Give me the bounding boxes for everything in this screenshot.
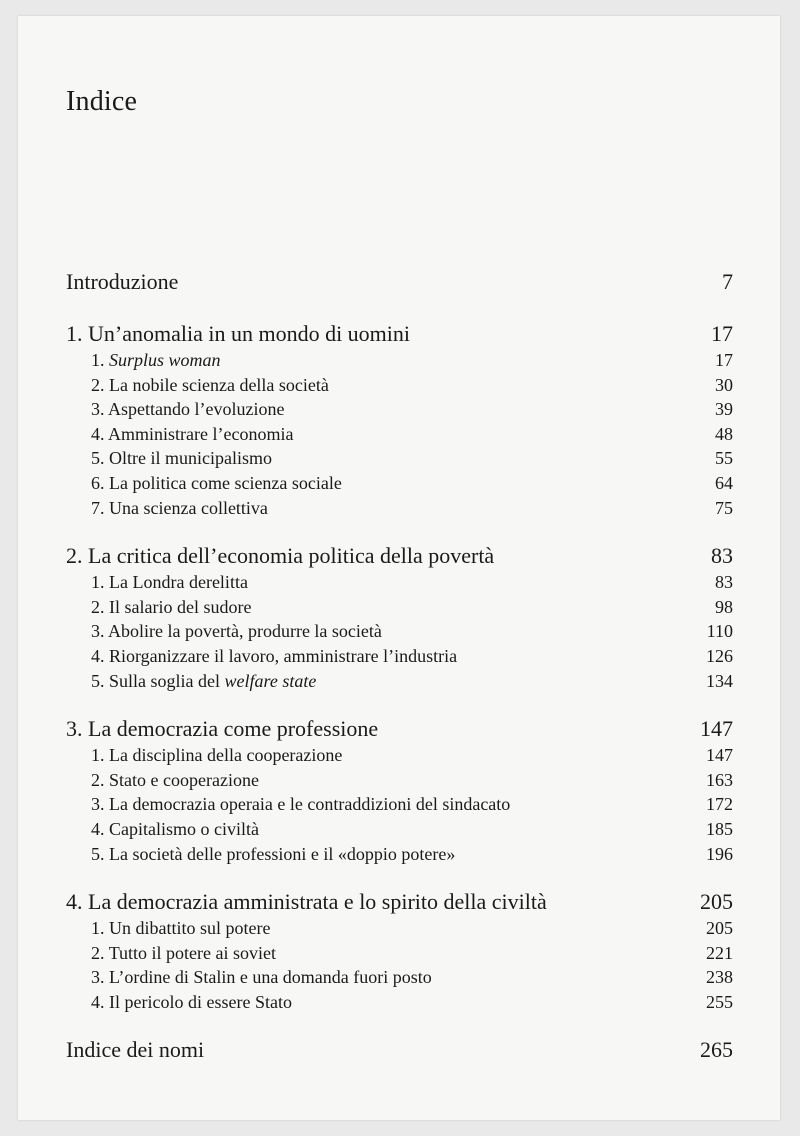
toc-section xyxy=(66,792,733,817)
toc-section xyxy=(66,817,733,842)
toc-page-number: 221 xyxy=(706,942,733,963)
toc-page-number: 147 xyxy=(706,745,733,766)
toc-section-label: La società delle professioni e il «doppio potere» xyxy=(109,843,456,864)
toc-section-number: 4. xyxy=(91,991,105,1012)
toc-entry-label: Indice dei nomi xyxy=(66,1037,205,1063)
toc-section xyxy=(66,471,733,496)
toc-section-number: 4. xyxy=(91,645,105,666)
toc-section-number: 4. xyxy=(91,423,105,444)
toc-section-label-prefix: Sulla soglia del xyxy=(109,670,225,691)
toc-page-number: 205 xyxy=(706,918,733,939)
toc-page-number: 147 xyxy=(700,716,733,742)
toc-page-number: 238 xyxy=(706,967,733,988)
toc-page-number: 55 xyxy=(715,448,733,469)
toc-section-label: La politica come scienza sociale xyxy=(109,472,342,493)
toc-section-label: Capitalismo o civiltà xyxy=(109,818,259,839)
toc-chapter xyxy=(66,320,733,348)
toc-chapter xyxy=(66,715,733,743)
toc-section-number: 2. xyxy=(91,769,105,790)
toc-section xyxy=(66,842,733,867)
toc-section xyxy=(66,496,733,521)
toc-section-label: La Londra derelitta xyxy=(109,572,248,593)
toc-page-number: 30 xyxy=(715,374,733,395)
toc-page-number: 172 xyxy=(706,794,733,815)
toc-page-number: 7 xyxy=(722,269,733,294)
toc-section xyxy=(66,669,733,694)
toc-section xyxy=(66,595,733,620)
toc-section-number: 4. xyxy=(91,818,105,839)
toc-section-number: 1. xyxy=(91,918,105,939)
toc-page-number: 205 xyxy=(700,889,733,915)
toc-section xyxy=(66,570,733,595)
toc-section-label: Aspettando l’evoluzione xyxy=(108,399,285,420)
toc-section-label: Stato e cooperazione xyxy=(109,769,259,790)
toc-page-number: 75 xyxy=(715,497,733,518)
toc-section xyxy=(66,941,733,966)
toc-section-label: Una scienza collettiva xyxy=(109,497,268,518)
toc-section-number: 2. xyxy=(91,596,105,617)
toc-chapter xyxy=(66,888,733,916)
toc-page-number: 17 xyxy=(715,350,733,370)
toc-page-number: 83 xyxy=(711,543,733,569)
toc-section-number: 6. xyxy=(91,472,105,493)
toc-chapter-label: 4. La democrazia amministrata e lo spirito della civiltà xyxy=(66,889,547,915)
toc-section-number: 1. xyxy=(91,572,105,593)
toc-section-number: 3. xyxy=(91,794,105,815)
toc-entry-introduction xyxy=(66,268,733,296)
toc-section-label-italic: welfare state xyxy=(224,670,317,691)
toc-section-number: 1. xyxy=(91,745,105,766)
toc-page-number: 185 xyxy=(706,818,733,839)
toc-section xyxy=(66,965,733,990)
toc-page-number: 17 xyxy=(711,321,733,346)
toc-page-number: 110 xyxy=(706,621,733,642)
toc-page-number: 265 xyxy=(700,1037,733,1063)
toc-section-label: Oltre il municipalismo xyxy=(109,448,272,469)
toc-section-number: 3. xyxy=(91,621,105,642)
toc-section-label: La democrazia operaia e le contraddizioni del sindacato xyxy=(109,794,511,815)
toc-page-number: 134 xyxy=(706,670,733,691)
toc-section xyxy=(66,916,733,941)
toc-chapter-label: 2. La critica dell’economia politica della povertà xyxy=(66,543,495,569)
toc-section xyxy=(66,743,733,768)
toc-section-number: 2. xyxy=(91,374,105,395)
toc-chapter xyxy=(66,542,733,570)
toc-section-number: 3. xyxy=(91,967,105,988)
toc-section xyxy=(66,644,733,669)
toc-section-number: 1. xyxy=(91,350,105,370)
toc-section-label: Riorganizzare il lavoro, amministrare l’industria xyxy=(109,645,458,666)
toc-page-number: 83 xyxy=(715,572,733,593)
toc-chapter-label: 3. La democrazia come professione xyxy=(66,716,379,742)
toc-section-label: Tutto il potere ai soviet xyxy=(108,942,277,963)
toc-section xyxy=(66,397,733,422)
toc-section xyxy=(66,768,733,793)
book-page xyxy=(18,16,780,1120)
toc-page-number: 255 xyxy=(706,991,733,1012)
toc-section-label: La nobile scienza della società xyxy=(109,374,329,395)
toc-section-number: 5. xyxy=(91,670,105,691)
toc-section-number: 7. xyxy=(91,497,105,518)
toc-section-label: La disciplina della cooperazione xyxy=(109,745,343,766)
toc-section-number: 5. xyxy=(91,843,105,864)
toc-page-number: 64 xyxy=(715,472,733,493)
toc-section-label: Un dibattito sul potere xyxy=(109,918,271,939)
toc-section-label: Il pericolo di essere Stato xyxy=(109,991,292,1012)
toc-section-label: Abolire la povertà, produrre la società xyxy=(108,621,382,642)
toc-section-number: 3. xyxy=(91,399,105,420)
toc-page-number: 98 xyxy=(715,596,733,617)
toc-section xyxy=(66,348,733,373)
toc-entry-index xyxy=(66,1036,733,1064)
toc-section xyxy=(66,990,733,1015)
toc-section-number: 2. xyxy=(91,942,105,963)
toc-section-label: Il salario del sudore xyxy=(109,596,252,617)
toc-page-number: 163 xyxy=(706,769,733,790)
toc-section-number: 5. xyxy=(91,448,105,469)
toc-chapter-label: 1. Un’anomalia in un mondo di uomini xyxy=(66,321,411,346)
toc-section-label: Amministrare l’economia xyxy=(108,423,294,444)
toc-section xyxy=(66,446,733,471)
toc-page-number: 39 xyxy=(715,399,733,420)
toc-entry-label: Introduzione xyxy=(66,269,179,294)
toc-page-number: 126 xyxy=(706,645,733,666)
toc-section xyxy=(66,619,733,644)
toc-section xyxy=(66,373,733,398)
toc-section-label: L’ordine di Stalin e una domanda fuori posto xyxy=(109,967,432,988)
toc-section xyxy=(66,422,733,447)
toc-page-number: 196 xyxy=(706,843,733,864)
toc-page-number: 48 xyxy=(715,423,733,444)
table-of-contents xyxy=(66,268,733,1064)
page-title: Indice xyxy=(66,86,138,117)
toc-section-label: Surplus woman xyxy=(109,350,221,370)
